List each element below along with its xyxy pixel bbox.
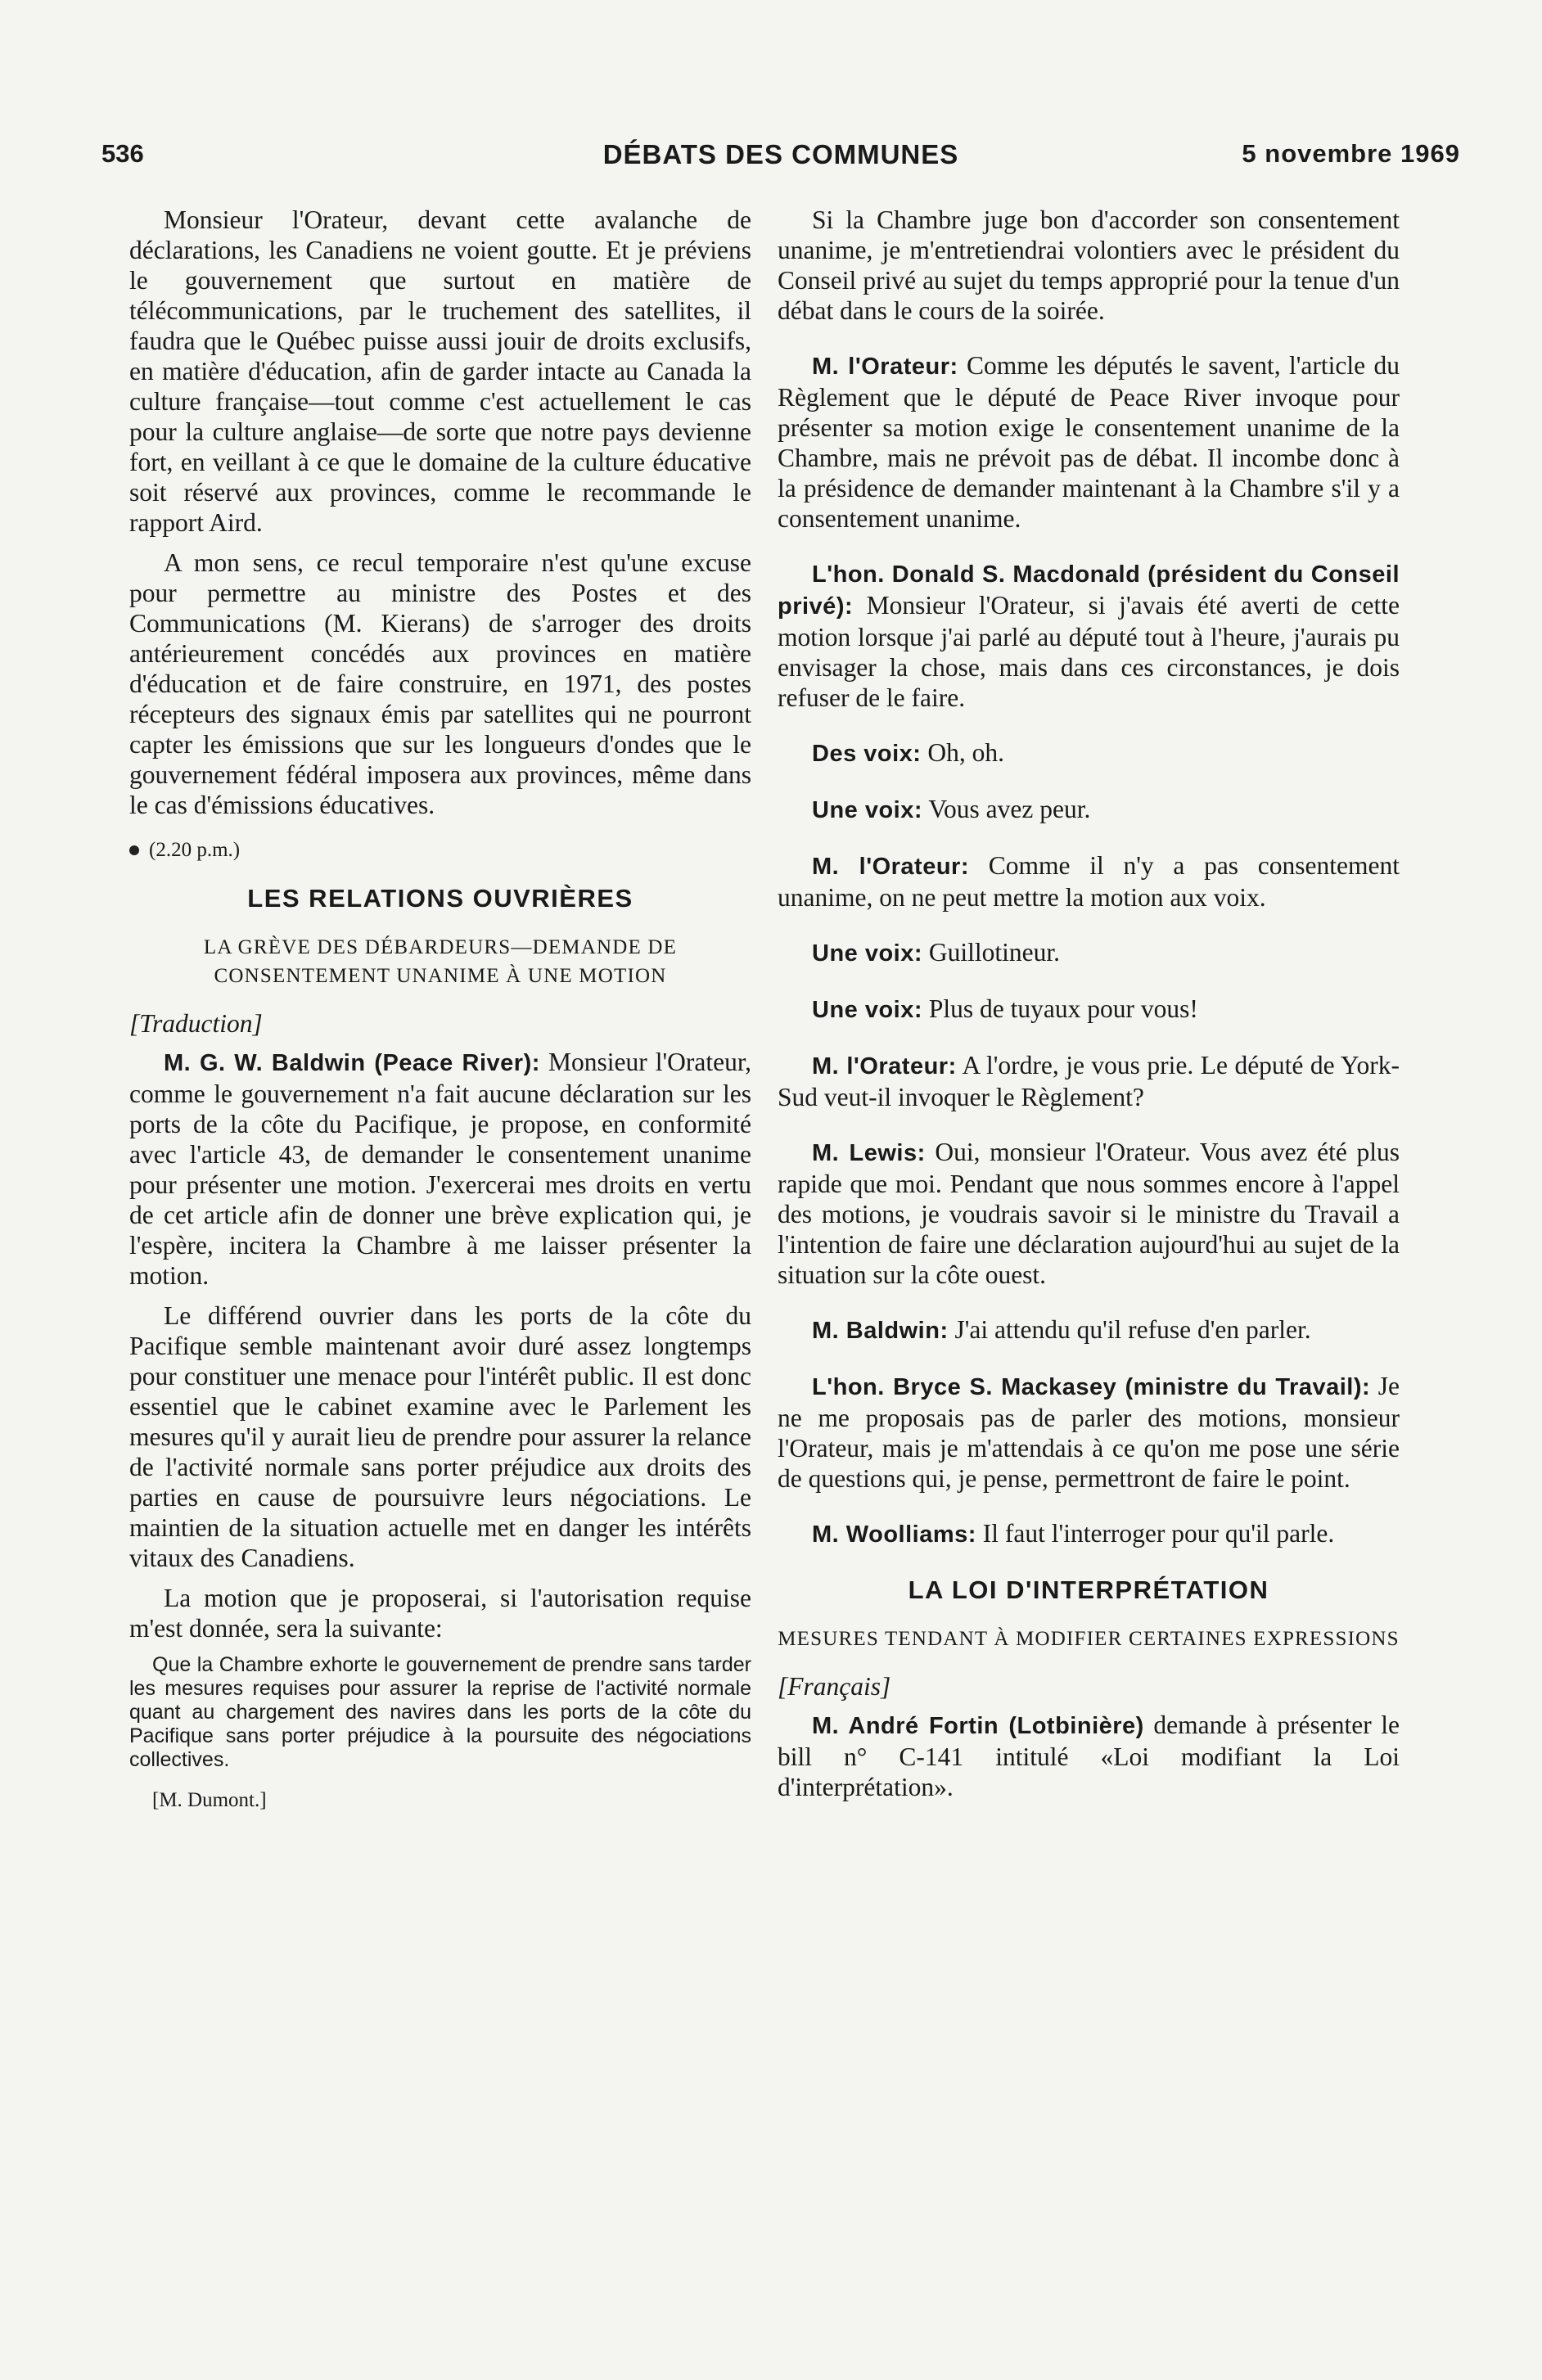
speech — [778, 937, 1400, 969]
right-column — [778, 205, 1400, 1812]
paragraph: Monsieur l'Orateur, devant cette avalanche de déclarations, les Canadiens ne voient goutte. Et je préviens le gouvernement que surtout en matière de télécommunications, par le truchement des satellites, il faudra que le Québec puisse aussi jouir de droits exclusifs, en matière d'éducation, afin de garder intacte au Canada la culture française—tout comme c'est actuellement le cas pour la culture anglaise—de sorte que notre pays devienne fort, en veillant à ce que le domaine de la culture éducative soit réservé aux provinces, comme le recommande le rapport Aird. — [129, 205, 751, 537]
page-date: 5 novembre 1969 — [1242, 139, 1460, 168]
speech — [778, 994, 1400, 1025]
speech-text: A l'ordre, je vous prie. Le député de York-Sud veut-il invoquer le Règlement? — [778, 1051, 1400, 1111]
speech-text: Monsieur l'Orateur, comme le gouvernement n'a fait aucune déclaration sur les ports de la côte du Pacifique, je propose, en conformité avec l'article 43, de demander le consentement unanime pour présenter une motion. J'exercerai mes droits en vertu de cet article afin de donner une brève explication qui, je l'espère, incitera la Chambre à me laisser présenter la motion. — [129, 1048, 751, 1290]
speech-text: Comme il n'y a pas consentement unanime, on ne peut mettre la motion aux voix. — [778, 851, 1400, 912]
time-text: (2.20 p.m.) — [149, 839, 241, 861]
speaker-name: M. G. W. Baldwin (Peace River): — [164, 1050, 540, 1076]
speech — [778, 350, 1400, 534]
running-title: DÉBATS DES COMMUNES — [602, 139, 959, 169]
speech — [778, 794, 1400, 826]
page-header — [101, 139, 1460, 188]
paragraph: Le différend ouvrier dans les ports de la côte du Pacifique semble maintenant avoir duré assez longtemps pour constituer une menace pour l'intérêt public. Il est donc essentiel que le cabinet examine avec le Parlement les mesures qu'il y aurait lieu de prendre pour assurer la relance de l'activité normale sans porter préjudice aux droits des parties en cause de poursuivre leurs négociations. Le maintien de la situation actuelle met en danger les intérêts vitaux des Canadiens. — [129, 1301, 751, 1572]
speech — [778, 1371, 1400, 1494]
speech-text: Je ne me proposais pas de parler des motions, monsieur l'Orateur, mais je m'attendais à ce qu'on me pose une série de questions qui, je pense, permettront de faire le point. — [778, 1372, 1400, 1493]
speaker-name: M. André Fortin (Lotbinière) — [812, 1713, 1144, 1739]
section-heading: LES RELATIONS OUVRIÈRES — [247, 884, 633, 913]
speaker-name: Une voix: — [812, 940, 923, 967]
speech-text: Il faut l'interroger pour qu'il parle. — [976, 1519, 1335, 1548]
speaker-name: M. Lewis: — [812, 1140, 926, 1166]
translation-note: [Traduction] — [129, 1009, 263, 1038]
speech-text: Oui, monsieur l'Orateur. Vous avez été plus rapide que moi. Pendant que nous sommes encore à l'appel des motions, je voudrais savoir si le ministre du Travail a l'intention de faire une déclaration aujourd'hui au sujet de la situation sur la côte ouest. — [778, 1138, 1400, 1289]
speech — [778, 558, 1400, 713]
speaker-name: M. l'Orateur: — [812, 854, 969, 880]
speech — [778, 1710, 1400, 1802]
speech-text: Monsieur l'Orateur, si j'avais été averti de cette motion lorsque j'ai parlé au député tout à l'heure, j'aurais pu envisager la chose, mais dans ces circonstances, je dois refuser de le faire. — [778, 591, 1400, 712]
speech — [778, 1050, 1400, 1112]
speech-text: Vous avez peur. — [922, 795, 1091, 823]
speech-text: demande à présenter le bill n° C-141 intitulé «Loi modifiant la Loi d'interprétation». — [778, 1711, 1400, 1801]
paragraph: A mon sens, ce recul temporaire n'est qu'une excuse pour permettre au ministre des Postes et des Communications (M. Kierans) de s'arroger des droits antérieurement concédés aux provinces en matière d'éducation et de faire construire, en 1971, des postes récepteurs des signaux émis par satellites qui ne pourront capter les émissions que sur les longueurs d'ondes que le gouvernement fédéral imposera aux provinces, même dans le cas d'émissions éducatives. — [129, 548, 751, 819]
speaker-name: M. Baldwin: — [812, 1318, 949, 1344]
speaker-reference: [M. Dumont.] — [152, 1789, 267, 1811]
speech-text: Oh, oh. — [921, 738, 1004, 767]
language-note: [Français] — [778, 1672, 891, 1701]
page-number: 536 — [101, 139, 144, 168]
time-marker — [129, 835, 751, 865]
speech-text: Guillotineur. — [922, 938, 1061, 967]
speaker-name: Une voix: — [812, 997, 923, 1023]
speech-baldwin — [129, 1047, 751, 1291]
speech-text: Comme les députés le savent, l'article du Règlement que le député de Peace River invoque pour présenter sa motion exige le consentement unanime de la Chambre, mais ne prévoit pas de débat. Il incombe donc à la présidence de demander maintenant à la Chambre s'il y a consentement unanime. — [778, 351, 1400, 533]
left-column — [129, 205, 751, 1815]
speaker-name: M. l'Orateur: — [812, 1053, 957, 1080]
bullet-icon — [129, 845, 139, 855]
paragraph: Si la Chambre juge bon d'accorder son consentement unanime, je m'entretiendrai volontiers avec le président du Conseil privé au sujet du temps approprié pour la tenue d'un débat dans le cours de la soirée. — [778, 205, 1400, 325]
paragraph: La motion que je proposerai, si l'autorisation requise m'est donnée, sera la suivante: — [129, 1584, 751, 1643]
speech-text: Plus de tuyaux pour vous! — [922, 994, 1198, 1023]
speech — [778, 1314, 1400, 1346]
motion-quote: Que la Chambre exhorte le gouvernement de prendre sans tarder les mesures requises pour assurer la reprise de l'activité normale quant au chargement des navires dans les ports de la côte du Pacifique sans porter préjudice à la poursuite des négociations collectives. — [129, 1653, 751, 1771]
speaker-name: M. l'Orateur: — [812, 354, 958, 380]
speaker-name: Une voix: — [812, 797, 923, 823]
speaker-name: M. Woolliams: — [812, 1521, 976, 1548]
section-subheading: MESURES TENDANT À MODIFIER CERTAINES EXPRESSIONS — [778, 1628, 1400, 1650]
speech — [778, 1518, 1400, 1550]
speaker-name: L'hon. Donald S. Macdonald (président du Conseil privé): — [778, 561, 1400, 620]
section-heading: LA LOI D'INTERPRÉTATION — [908, 1575, 1269, 1604]
section-subheading: LA GRÈVE DES DÉBARDEURS—DEMANDE DE CONSENTEMENT UNANIME À UNE MOTION — [203, 936, 678, 987]
speech-text: J'ai attendu qu'il refuse d'en parler. — [948, 1315, 1311, 1344]
speech — [778, 1137, 1400, 1290]
speech — [778, 737, 1400, 769]
speaker-name: Des voix: — [812, 741, 922, 767]
speech — [778, 850, 1400, 913]
speaker-name: L'hon. Bryce S. Mackasey (ministre du Travail): — [812, 1374, 1371, 1400]
